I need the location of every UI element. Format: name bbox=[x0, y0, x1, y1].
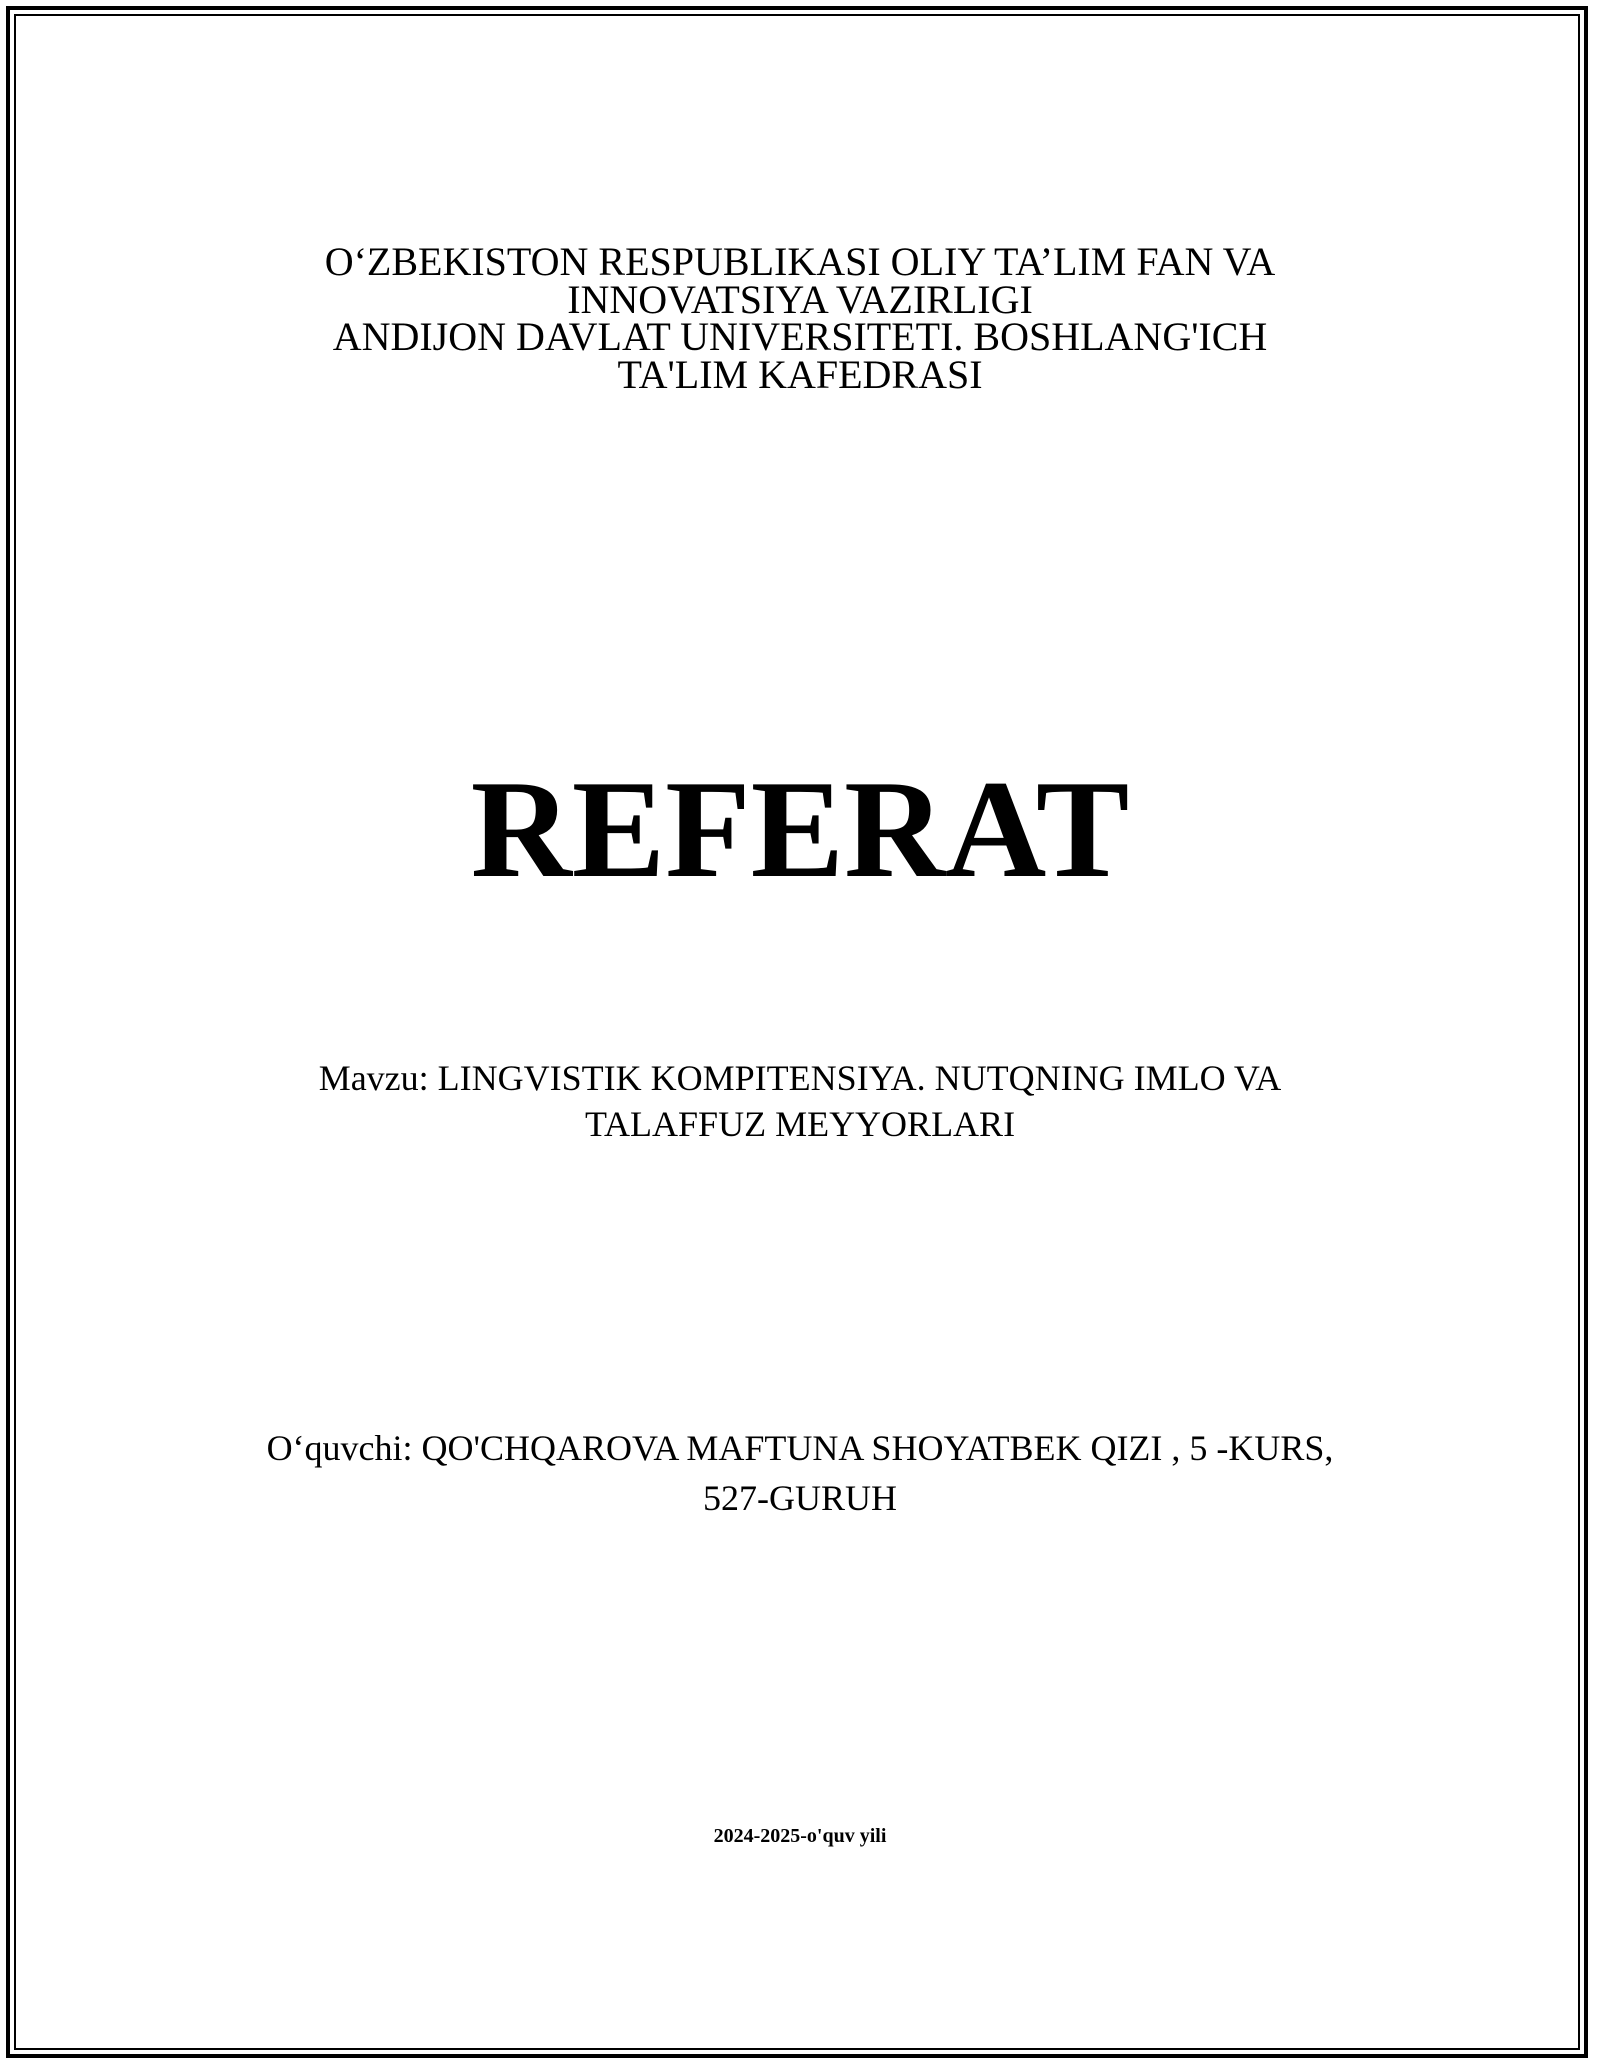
document-title: REFERAT bbox=[470, 752, 1130, 907]
header-line-1: O‘ZBEKISTON RESPUBLIKASI OLIY TA’LIM FAN VA bbox=[324, 239, 1276, 284]
header-line-2: INNOVATSIYA VAZIRLIGI bbox=[567, 276, 1033, 322]
topic-line-2: TALAFFUZ MEYYORLARI bbox=[584, 1104, 1016, 1144]
student-block bbox=[0, 1423, 1600, 1523]
institution-header bbox=[0, 239, 1600, 397]
header-line-3: ANDIJON DAVLAT UNIVERSITETI. BOSHLANG'ICH bbox=[332, 314, 1268, 359]
academic-year: 2024-2025-o'quv yili bbox=[713, 1825, 887, 1847]
topic-block bbox=[0, 1055, 1600, 1147]
student-line-1: O‘quvchi: QO'CHQAROVA MAFTUNA SHOYATBEK QIZI , 5 -KURS, bbox=[266, 1428, 1334, 1468]
student-line-2: 527-GURUH bbox=[703, 1478, 897, 1518]
header-line-4: TA'LIM KAFEDRASI bbox=[617, 351, 983, 397]
topic-line-1: Mavzu: LINGVISTIK KOMPITENSIYA. NUTQNING IMLO VA bbox=[318, 1058, 1282, 1098]
